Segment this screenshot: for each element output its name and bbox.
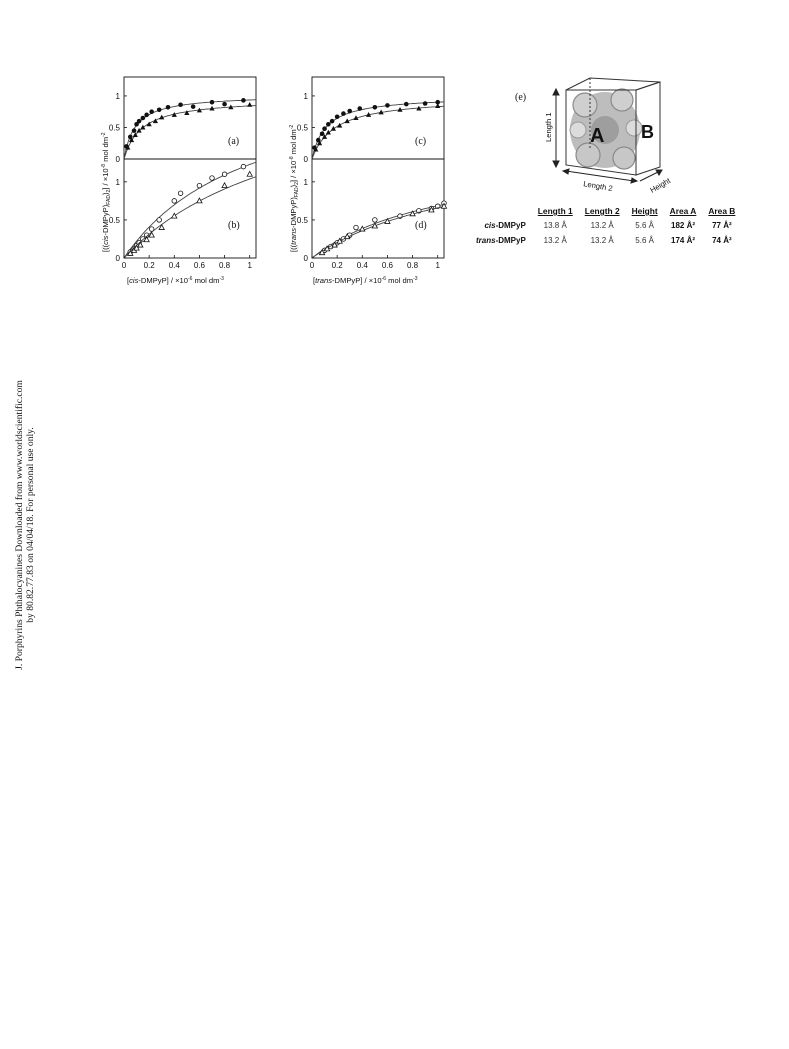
data-point — [330, 119, 335, 124]
xtick-label: 0.8 — [407, 261, 419, 270]
right-plot — [289, 77, 447, 285]
data-point — [178, 191, 183, 196]
fit-curve — [124, 177, 256, 258]
cell-area-a: 182 Å² — [671, 221, 696, 230]
molecule-box-diagram — [515, 78, 673, 195]
data-point — [149, 232, 154, 237]
data-point — [166, 105, 171, 110]
cell-area-b: 74 Å² — [712, 236, 732, 245]
cell-length1: 13.2 Å — [543, 236, 567, 245]
data-point — [222, 102, 227, 107]
data-point — [357, 106, 362, 111]
col-length1: Length 1 — [537, 206, 573, 216]
data-point — [435, 103, 440, 108]
col-area-a: Area A — [669, 206, 697, 216]
data-point — [385, 103, 390, 108]
data-point — [241, 164, 246, 169]
data-point — [178, 102, 183, 107]
col-height: Height — [631, 206, 658, 216]
col-length2: Length 2 — [584, 206, 620, 216]
data-point — [320, 131, 325, 136]
length2-label: Length 2 — [582, 179, 614, 194]
row-name: cis-DMPyP — [484, 221, 526, 230]
data-point — [322, 126, 327, 131]
cell-length1: 13.8 Å — [543, 221, 567, 230]
data-point — [210, 100, 215, 105]
ytick-label: 0.5 — [296, 215, 308, 225]
panel-d-label: (d) — [415, 220, 427, 231]
cell-height: 5.6 Å — [635, 236, 654, 245]
left-ylabel: $[((cis-DMPyP)_{FAD})_2] / \times 10^{-8}$ mol $dm^{-2}$ — [101, 132, 112, 252]
data-point — [360, 226, 365, 231]
data-point — [157, 218, 162, 223]
panel-c-label: (c) — [415, 136, 427, 147]
fit-curve — [312, 204, 444, 258]
data-point — [347, 109, 352, 114]
data-point — [354, 225, 359, 230]
right-xticks — [310, 255, 441, 270]
data-point — [373, 105, 378, 110]
xtick-label: 0.6 — [381, 261, 393, 270]
right-ylabel: $[((trans-DMPyP)_{FAD})_2] / \times 10^{-8}$ mol $dm^{-2}$ — [289, 124, 300, 252]
panel-b-label: (b) — [228, 220, 240, 231]
fit-curve — [312, 106, 444, 159]
cell-height: 5.6 Å — [635, 221, 654, 230]
table-row — [470, 218, 741, 233]
data-point — [404, 102, 409, 107]
xtick-label: 1 — [435, 261, 440, 270]
data-point — [326, 122, 331, 127]
data-point — [341, 111, 346, 116]
data-point — [140, 125, 145, 130]
data-point — [172, 213, 177, 218]
ytick-label: 1 — [115, 177, 120, 187]
xtick-label: 0.4 — [168, 261, 180, 270]
left-xlabel: [cis-DMPyP] / $\times 10^{-6}$ mol $dm^{-3}$ — [127, 276, 224, 285]
xtick-label: 0.2 — [331, 261, 343, 270]
cell-length2: 13.2 Å — [590, 221, 614, 230]
data-point — [247, 102, 252, 107]
face-b-label: B — [641, 122, 654, 142]
data-point — [191, 104, 196, 109]
data-point — [337, 123, 342, 128]
cell-area-a: 174 Å² — [671, 236, 696, 245]
data-point — [331, 126, 336, 131]
data-point — [423, 101, 428, 106]
data-point — [210, 176, 215, 181]
ytick-label: 0 — [115, 155, 120, 164]
data-point — [222, 172, 227, 177]
panel-e-label: (e) — [515, 92, 527, 103]
ytick-label: 1 — [303, 91, 308, 101]
data-point — [144, 113, 149, 118]
porphyrin-molecule-image — [570, 89, 642, 169]
cell-length2: 13.2 Å — [590, 236, 614, 245]
data-point — [335, 114, 340, 119]
table-header-row — [470, 204, 741, 218]
left-plot — [101, 77, 256, 285]
table-row — [470, 233, 741, 248]
panel-a-marks — [124, 98, 256, 159]
data-point — [197, 183, 202, 188]
ytick-label: 0 — [115, 254, 120, 263]
watermark-line-1: J. Porphyrins Phthalocyanines Downloaded from www.worldscientific.com — [14, 380, 25, 670]
xtick-label: 0.8 — [219, 261, 231, 270]
ytick-label: 0.5 — [296, 123, 308, 133]
ytick-label: 0 — [303, 155, 308, 164]
panel-a-label: (a) — [228, 136, 240, 147]
fit-curve — [124, 162, 256, 258]
fit-curve — [312, 207, 444, 259]
length1-label: Length 1 — [544, 112, 553, 142]
height-label: Height — [648, 175, 673, 195]
data-point — [141, 116, 146, 121]
data-point — [149, 109, 154, 114]
xtick-label: 0.4 — [356, 261, 368, 270]
xtick-label: 1 — [247, 261, 252, 270]
ytick-label: 0.5 — [108, 123, 120, 133]
data-point — [241, 98, 246, 103]
ytick-label: 1 — [115, 91, 120, 101]
xtick-label: 0 — [121, 261, 127, 270]
dimensions-table — [470, 204, 741, 248]
col-area-b: Area B — [708, 206, 736, 216]
xtick-label: 0 — [309, 261, 315, 270]
ytick-label: 0.5 — [108, 215, 120, 225]
data-point — [172, 199, 177, 204]
xtick-label: 0.6 — [193, 261, 205, 270]
right-xlabel: [trans-DMPyP] / $\times 10^{-6}$ mol $dm^{-3}$ — [313, 276, 418, 285]
panel-c-marks — [312, 100, 444, 159]
left-xticks — [122, 255, 253, 270]
data-point — [247, 171, 252, 176]
panel-b-frame — [124, 159, 256, 258]
ytick-label: 1 — [303, 177, 308, 187]
data-point — [222, 183, 227, 188]
data-point — [137, 119, 142, 124]
watermark-line-2: by 80.82.77.83 on 04/04/18. For personal use only. — [25, 427, 36, 623]
ytick-label: 0 — [303, 254, 308, 263]
cell-area-b: 77 Å² — [712, 221, 732, 230]
data-point — [132, 128, 137, 133]
data-point — [157, 108, 162, 113]
xtick-label: 0.2 — [143, 261, 155, 270]
fit-curve — [124, 106, 256, 159]
row-name: trans-DMPyP — [476, 236, 526, 245]
data-point — [184, 110, 189, 115]
data-point — [373, 218, 378, 223]
panel-b-marks — [124, 162, 256, 258]
face-a-label: A — [590, 125, 605, 147]
